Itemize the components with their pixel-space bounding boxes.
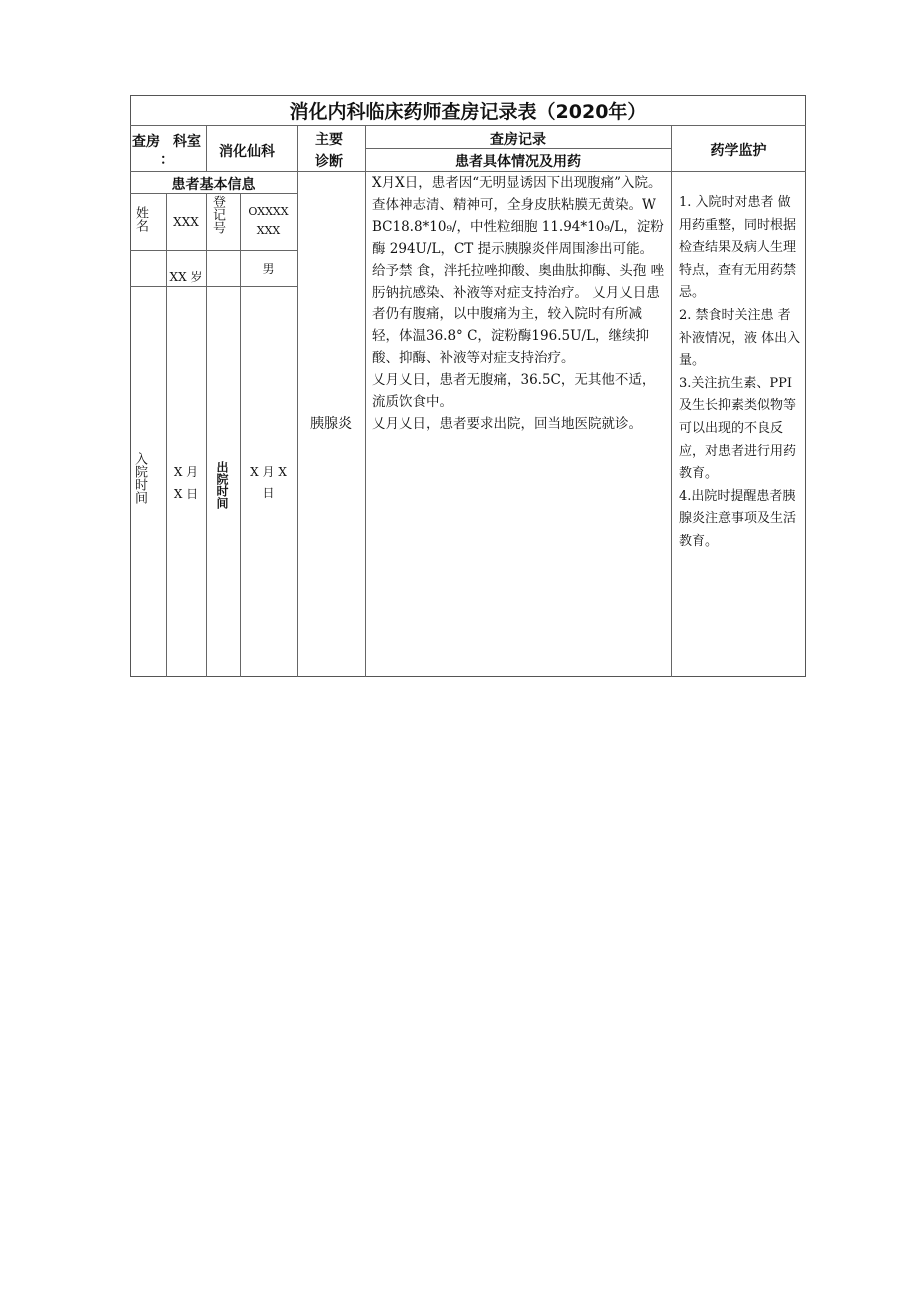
patient-col-2-divider	[206, 193, 207, 677]
dept-divider	[206, 125, 207, 171]
record-left-divider	[365, 125, 366, 677]
monitor-left-divider	[671, 125, 672, 677]
monitoring-item: 2. 禁食时关注患 者补液情况，液 体出入量。	[679, 307, 801, 369]
patient-col-1-divider	[166, 193, 167, 677]
rounds-record-label: 查房记录	[490, 132, 546, 148]
discharge-label: 出院时间	[215, 461, 229, 509]
admit-value: X 月	[173, 465, 199, 479]
rounds-record-entry: 乂月乂日，患者要求出院，回当地医院就诊。	[372, 415, 642, 432]
reg-value: OXXXX	[248, 205, 289, 218]
reg-value-2: XXX	[256, 224, 281, 237]
diagnosis-value: 胰腺炎	[310, 416, 352, 432]
department-colon: ：	[160, 152, 174, 168]
main-diagnosis-label-2: 诊断	[315, 154, 343, 170]
rounds-record-sub-label: 患者具体情况及用药	[455, 154, 581, 170]
sex-value: 男	[262, 262, 275, 276]
name-label: 姓名	[133, 206, 148, 232]
age-row-rule	[130, 286, 297, 287]
main-diagnosis-label: 主要	[315, 132, 343, 148]
name-value: XXX	[173, 215, 199, 229]
ward-round-label: 查房	[132, 134, 160, 150]
patient-info-label: 患者基本信息	[171, 177, 256, 193]
discharge-value-2: 日	[262, 486, 275, 500]
monitoring-item: 1. 入院时对患者 做用药重整，同时根据检查结果及病人生理特点，查有无用药禁忌。	[679, 195, 797, 301]
discharge-value: X 月 X	[250, 465, 287, 479]
department-label: 科室	[173, 134, 201, 150]
diagnosis-left-divider	[297, 125, 298, 677]
department-value: 消化仙科	[219, 144, 275, 160]
admit-value-2: X 日	[173, 487, 199, 501]
reg-label: 登记号	[210, 195, 225, 234]
rounds-record-text	[372, 173, 665, 436]
age-value: XX 岁	[169, 270, 203, 284]
rounds-record-entry: 乂月乂日，患者无腹痛，36.5C，无其他不适，流质饮食中。	[372, 372, 656, 411]
admit-label: 入院时间	[132, 452, 147, 504]
form-title: 消化内科临床药师查房记录表（2020年）	[289, 101, 647, 123]
monitoring-item: 4.出院时提醒患者胰腺炎注意事项及生活教育。	[679, 488, 797, 549]
header-bottom-rule	[130, 171, 806, 172]
pharmacy-monitoring-text	[679, 192, 801, 554]
monitoring-item: 3.关注抗生素、PPI及生长抑素类似物等可以出现的不良反应，对患者进行用药教育。	[679, 375, 797, 482]
title-rule	[130, 125, 806, 126]
rounds-record-entry: X月X日，患者因“无明显诱因下出现腹痛”入院。查体神志清、精神可，全身皮肤粘膜无黄染。WBC18.8*10₉/，中性粒细胞 11.94*10₉/L，淀粉酶 294U/L，CT 提示胰腺炎伴周围渗出可能。给予禁 食，泮托拉唑抑酸、奥曲肽抑酶、头孢 唑肟钠抗感染、补液等对症支持治疗。 乂月乂日患者仍有腹痛，以中腹痛为主，较入院时有所减轻，体温36.8° C，淀粉酶196.5U/L，继续抑酸、抑酶、补液等对症支持治疗。	[372, 175, 665, 367]
name-row-rule	[130, 250, 297, 251]
pharmacy-monitoring-label: 药学监护	[710, 143, 767, 159]
